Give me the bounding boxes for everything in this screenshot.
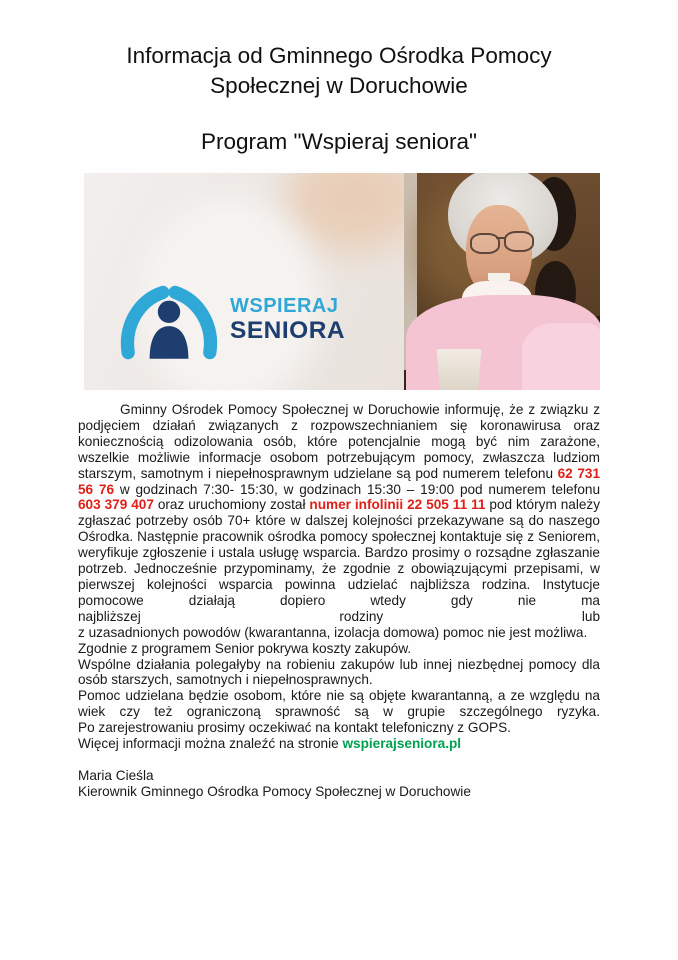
pink-sweater-arm xyxy=(522,323,600,390)
wspieraj-seniora-logo xyxy=(118,283,398,369)
signature-name: Maria Cieśla xyxy=(78,767,154,783)
forced-word: najbliższej xyxy=(78,608,141,624)
program-costs-line: Zgodnie z programem Senior pokrywa koszty zakupów. xyxy=(78,640,412,656)
logo-word-wspieraj: WSPIERAJ xyxy=(230,295,339,317)
phone-number: numer infolinii 22 505 11 11 xyxy=(309,497,486,513)
forced-word: rodziny xyxy=(339,608,384,624)
coffee-cup xyxy=(434,349,484,390)
page-title: Informacja od Gminnego Ośrodka Pomocy Społecznej w Doruchowie xyxy=(126,43,552,98)
glasses-bridge xyxy=(496,237,506,239)
website-link[interactable]: wspierajseniora.pl xyxy=(342,736,462,752)
document-body xyxy=(78,402,600,800)
elderly-woman-photo xyxy=(404,173,600,390)
forced-word: lub xyxy=(581,608,600,624)
forced-justified-line xyxy=(78,609,600,625)
logo-word-seniora: SENIORA xyxy=(230,317,346,344)
program-subtitle: Program "Wspieraj seniora" xyxy=(200,129,478,154)
hands-sheltering-person-icon xyxy=(118,283,220,361)
blank-line xyxy=(78,752,600,768)
phone-number: 62 731 56 76 xyxy=(78,465,601,497)
phone-number: 603 379 407 xyxy=(78,497,154,513)
more-info-line xyxy=(78,736,600,752)
joint-actions-paragraph: Wspólne działania polegałyby na robieniu zakupów lub innej niezbędnej pomocy dla osób starszych, samotnych i niepełnosprawnych. xyxy=(78,656,600,688)
more-info-text: Więcej informacji można znaleźć na stronie xyxy=(78,736,343,752)
registration-line: Po zarejestrowaniu prosimy oczekiwać na kontakt telefoniczny z GOPS. xyxy=(78,720,511,736)
glasses-lens xyxy=(504,231,534,252)
logo-text xyxy=(230,295,345,344)
signature-title: Kierownik Gminnego Ośrodka Pomocy Społecznej w Doruchowie xyxy=(78,783,471,799)
quarantine-line: z uzasadnionych powodów (kwarantanna, izolacja domowa) pomoc nie jest możliwa. xyxy=(78,624,588,640)
blurred-peach-shape xyxy=(284,173,424,253)
help-conditions-paragraph: Pomoc udzielana będzie osobom, które nie są objęte kwarantanną, a ze względu na wiek czy też ograniczoną sprawność są w grupie szczególnego ryzyka. xyxy=(78,688,600,720)
banner-image xyxy=(84,173,600,390)
main-paragraph: Gminny Ośrodek Pomocy Społecznej w Doruchowie informuję, że z związku z podjęciem działań związanych z rozpowszechnianiem się koronawirusa oraz koniecznością odizolowania osób, które potencjalnie mogą być nim zarażone, wszelkie możliwie informacje osobom potrzebującym pomocy, zwłaszcza ludziom starszym, samotnym i niepełnosprawnym udzielane są pod numerem telefonu 62 731 56 76 w godzinach 7:30- 15:30, w godzinach 15:30 – 19:00 pod numerem telefonu 603 379 407 oraz uruchomiony został numer infolinii 22 505 11 11 pod którym należy zgłaszać potrzeby osób 70+ które w dalszej kolejności przekazywane są do naszego Ośrodka. Następnie pracownik ośrodka pomocy społecznej kontaktuje się z Seniorem, weryfikuje zgłoszenie i ustala usługę wsparcia. Bardzo prosimy o rozsądne zgłaszanie potrzeb. Jednocześnie przypominamy, że zgodnie z obowiązującymi przepisami, w pierwszej kolejności wsparcia powinna udzielać najbliższa rodzina. Instytucje pomocowe działają dopiero wtedy gdy nie ma xyxy=(78,402,601,608)
